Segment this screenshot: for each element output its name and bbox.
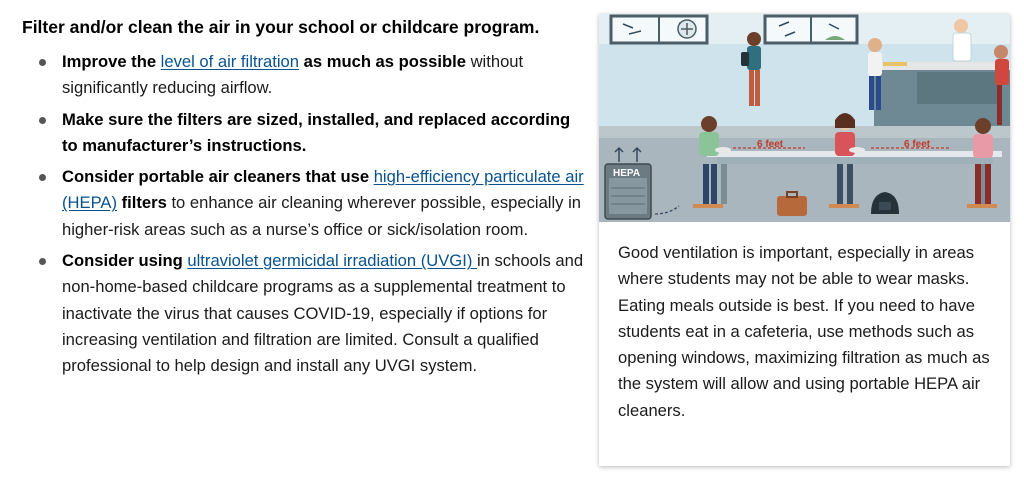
bold-text: Consider using	[62, 251, 188, 271]
body-text: to enhance air cleaning wherever possible, especially in higher-risk areas such as a nurse’s office or sick/isolation room.	[62, 193, 581, 239]
section-heading: Filter and/or clean the air in your school or childcare program.	[22, 17, 540, 37]
bold-text: filters	[117, 193, 167, 213]
list-item	[22, 248, 587, 379]
bold-text: Consider portable air cleaners that use	[62, 167, 374, 187]
body-text: in schools and non-home-based childcare programs as a supplemental treatment to inactivate the virus that causes COVID-19, especially if options for increasing ventilation and filtration are limited. Consult a qualified professional to help design and install any UVGI system.	[62, 251, 584, 376]
hepa-label: HEPA	[613, 168, 641, 179]
hepa-link[interactable]: high-efficiency particulate air (HEPA)	[62, 167, 584, 213]
air-filtration-link[interactable]: level of air filtration	[160, 52, 300, 71]
bold-text: Improve the	[62, 52, 161, 71]
illustration-card	[599, 14, 1010, 466]
filtration-section	[22, 14, 587, 385]
window-right	[765, 16, 857, 43]
bold-text: as much as possible	[299, 52, 466, 71]
bold-text: Make sure the filters are sized, installed, and replaced according to manufacturer’s instructions.	[62, 109, 571, 155]
list-item	[22, 164, 587, 243]
list-item	[22, 49, 587, 102]
recommendation-list	[22, 49, 587, 380]
body-text: without significantly reducing airflow.	[62, 52, 524, 98]
distance-label-right: 6 feet	[904, 139, 931, 150]
list-item	[22, 107, 587, 160]
illustration-caption: Good ventilation is important, especially in areas where students may not be able to wear masks. Eating meals outside is best. If you need to have students eat in a cafeteria, use methods such as opening windows, maximizing filtration as much as the system will allow and using portable HEPA air cleaners.	[618, 243, 990, 420]
uvgi-link[interactable]: ultraviolet germicidal irradiation (UVGI)	[187, 251, 477, 271]
cafeteria-illustration	[599, 14, 1010, 222]
window-fan	[678, 20, 696, 38]
distance-label-left: 6 feet	[757, 139, 784, 150]
